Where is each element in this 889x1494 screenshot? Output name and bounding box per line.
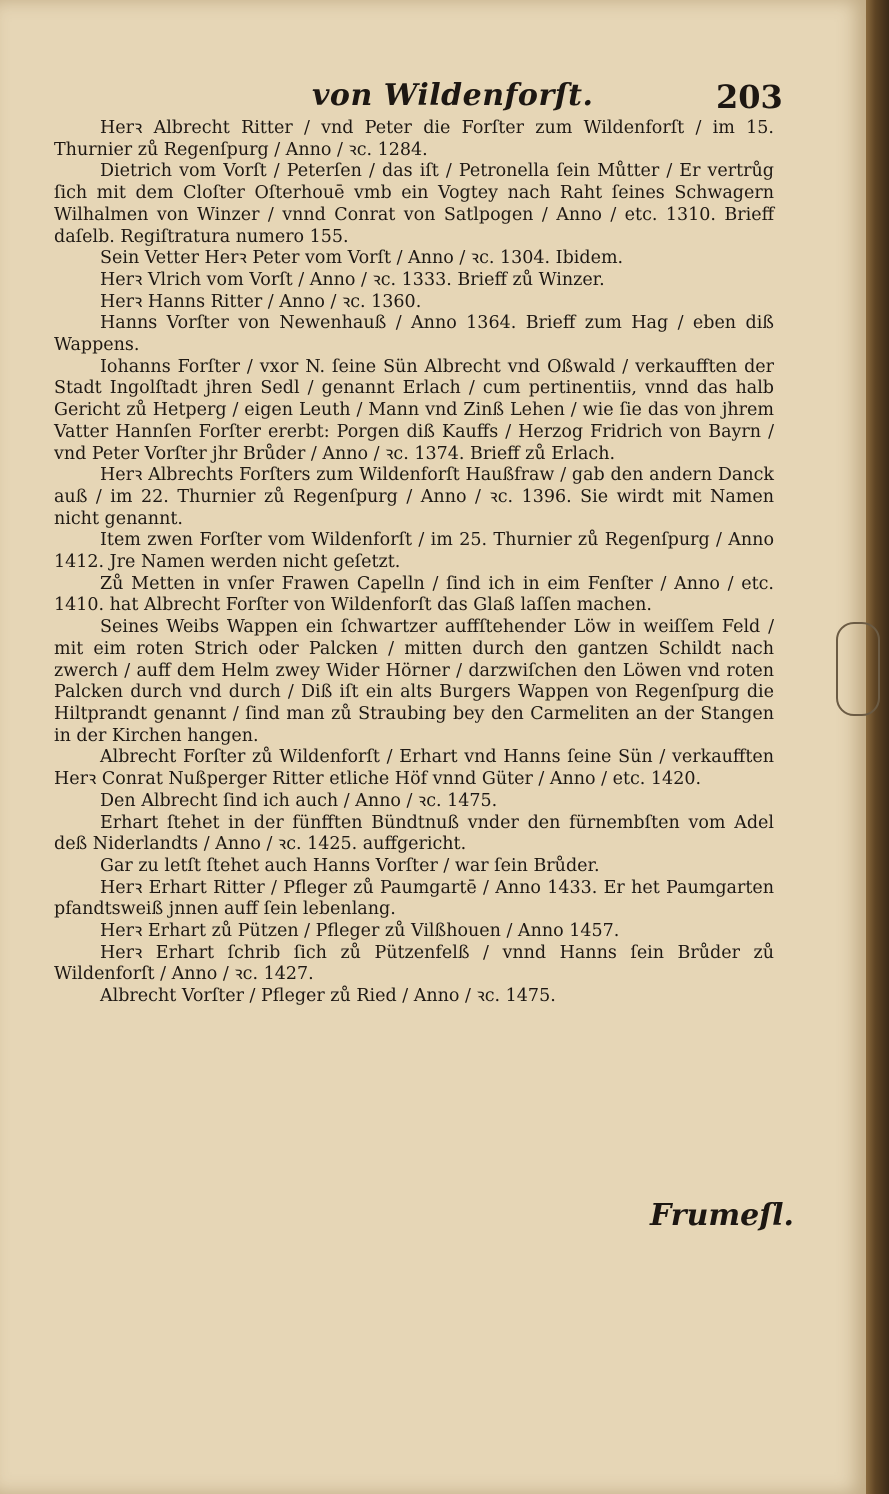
paragraph: Albrecht Vorſter / Pfleger zů Ried / Anno / ꝛc. 1475.	[100, 986, 556, 1007]
paragraph: Iohanns Forſter / vxor N. ſeine Sün Albrecht vnd Oßwald / verkaufften der Stadt Ingolſtadt jhren Sedl / genannt Erlach / cum pertinentiis, vnnd das halb Gericht zů Hetperg / eigen Leuth / Mann vnd Zinß Lehen / wie ſie das von jhrem Vatter Hannſen Forſter ererbt: Porgen diß Kauffs / Herzog Fridrich von Bayrn / vnd Peter Vorſter jhr Brůder / Anno / ꝛc. 1374. Brieff zů Erlach.	[54, 356, 774, 464]
paragraph: Herꝛ Hanns Ritter / Anno / ꝛc. 1360.	[100, 291, 422, 312]
running-head	[0, 78, 866, 122]
body-text	[54, 118, 774, 1008]
paragraph: Zů Metten in vnſer Frawen Capelln / ſind ich in eim Fenſter / Anno / etc. 1410. hat Albrecht Forſter von Wildenforſt das Glaß laſſen machen.	[54, 573, 774, 616]
paragraph: Erhart ſtehet in der fünfften Bündtnuß vnder den fürnembſten vom Adel deß Niderlandts / Anno / ꝛc. 1425. auffgericht.	[54, 812, 774, 855]
paragraph: Dietrich vom Vorſt / Peterſen / das iſt / Petronella ſein Můtter / Er vertrůg ſich mit dem Cloſter Oſterhouē vmb ein Vogtey nach Raht ſeines Schwagern Wilhalmen von Winzer / vnnd Conrat von Satlpogen / Anno / etc. 1310. Brieff daſelb. Regiſtratura numero 155.	[54, 161, 774, 247]
paragraph: Herꝛ Vlrich vom Vorſt / Anno / ꝛc. 1333. Brieff zů Winzer.	[100, 269, 605, 290]
paragraph: Sein Vetter Herꝛ Peter vom Vorſt / Anno / ꝛc. 1304. Ibidem.	[100, 248, 624, 269]
paragraph: Herꝛ Erhart Ritter / Pfleger zů Paumgartē / Anno 1433. Er het Paumgarten pfandtsweiß jnnen auff ſein lebenlang.	[54, 877, 774, 920]
paragraph: Herꝛ Albrechts Forſters zum Wildenforſt Haußfraw / gab den andern Danck auß / im 22. Thurnier zů Regenſpurg / Anno / ꝛc. 1396. Sie wirdt mit Namen nicht genannt.	[54, 465, 774, 529]
paragraph: Item zwen Forſter vom Wildenforſt / im 25. Thurnier zů Regenſpurg / Anno 1412. Jre Namen werden nicht geſetzt.	[54, 530, 774, 573]
paragraph: Hanns Vorſter von Newenhauß / Anno 1364. Brieff zum Hag / eben diß Wappens.	[54, 313, 774, 356]
paragraph: Herꝛ Albrecht Ritter / vnd Peter die Forſter zum Wildenforſt / im 15. Thurnier zů Regenſpurg / Anno / ꝛc. 1284.	[54, 118, 774, 160]
catchword: Frumeſl.	[650, 1198, 794, 1233]
running-title: von Wildenforſt.	[312, 78, 594, 113]
paragraph: Albrecht Forſter zů Wildenforſt / Erhart vnd Hanns ſeine Sün / verkaufften Herꝛ Conrat Nußperger Ritter etliche Höf vnnd Güter / Anno / etc. 1420.	[54, 747, 774, 790]
paragraph: Den Albrecht ſind ich auch / Anno / ꝛc. 1475.	[100, 790, 498, 811]
paragraph: Gar zu letſt ſtehet auch Hanns Vorſter / war ſein Brůder.	[100, 855, 600, 876]
paragraph: Herꝛ Erhart zů Pützen / Pfleger zů Vilßhouen / Anno 1457.	[100, 921, 620, 942]
page-number: 203	[716, 78, 783, 116]
paragraph: Seines Weibs Wappen ein ſchwartzer auffſtehender Löw in weiſſem Feld / mit eim roten Strich oder Palcken / mitten durch den gantzen Schildt nach zwerch / auff dem Helm zwey Wider Hörner / darzwiſchen den Löwen vnd roten Palcken durch vnd durch / Diß iſt ein alts Burgers Wappen von Regenſpurg die Hiltprandt genannt / ſind man zů Straubing bey den Carmeliten an der Stangen in der Kirchen hangen.	[54, 617, 774, 746]
paragraph: Herꝛ Erhart ſchrib ſich zů Pützenfelß / vnnd Hanns ſein Brůder zů Wildenforſt / Anno / ꝛc. 1427.	[54, 942, 774, 985]
page-clip	[836, 622, 880, 716]
binding-edge	[866, 0, 889, 1494]
